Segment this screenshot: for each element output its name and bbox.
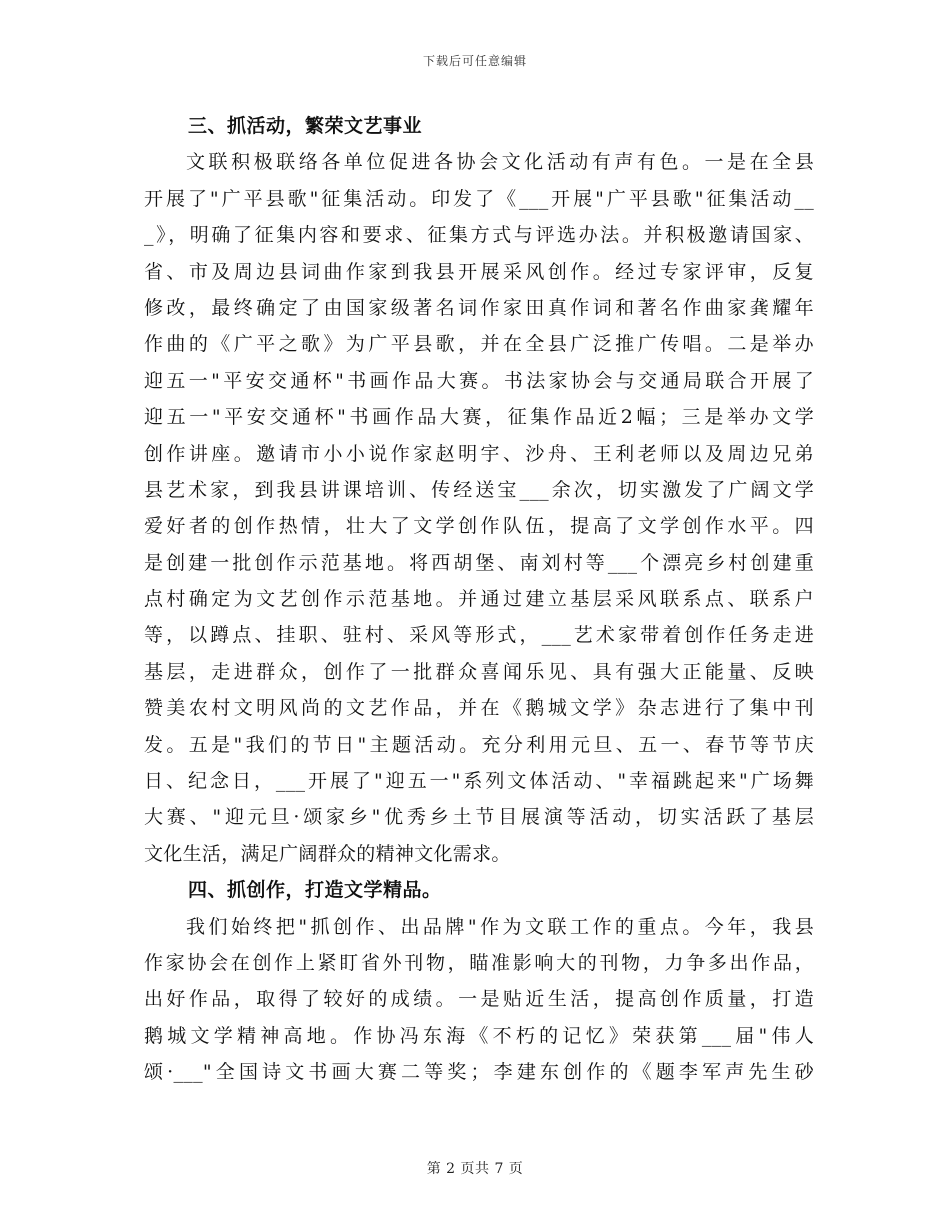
text-line: 县艺术家，到我县讲课培训、传经送宝___余次，切实激发了广阔文学 [144, 478, 814, 501]
text-line: 点村确定为文艺创作示范基地。并通过建立基层采风联系点、联系户 [144, 588, 814, 611]
text-line: 作曲的《广平之歌》为广平县歌，并在全县广泛推广传唱。二是举办 [144, 333, 814, 356]
section-heading-4: 四、抓创作，打造文学精品。 [188, 879, 442, 902]
document-body [144, 108, 814, 1091]
page-indicator: 第 2 页共 7 页 [426, 1161, 524, 1177]
text-line: 颂·___"全国诗文书画大赛二等奖；李建东创作的《题李军声先生砂 [144, 1061, 814, 1084]
text-line: 修改，最终确定了由国家级著名词作家田真作词和著名作曲家龚耀年 [144, 296, 814, 319]
text-line: 我们始终把"抓创作、出品牌"作为文联工作的重点。今年，我县 [186, 915, 814, 938]
text-line: _》，明确了征集内容和要求、征集方式与评选办法。并积极邀请国家、 [144, 224, 814, 247]
text-line: 赞美农村文明风尚的文艺作品，并在《鹅城文学》杂志进行了集中刊 [144, 697, 814, 720]
text-line: 爱好者的创作热情，壮大了文学创作队伍，提高了文学创作水平。四 [144, 515, 814, 538]
text-line: 开展了"广平县歌"征集活动。印发了《___开展"广平县歌"征集活动__ [144, 187, 814, 210]
text-line: 作家协会在创作上紧盯省外刊物，瞄准影响大的刊物，力争多出作品， [144, 951, 814, 974]
text-line: 等，以蹲点、挂职、驻村、采风等形式，___艺术家带着创作任务走进 [144, 624, 814, 647]
text-line: 是创建一批创作示范基地。将西胡堡、南刘村等___个漂亮乡村创建重 [144, 551, 814, 574]
text-line: 省、市及周边县词曲作家到我县开展采风创作。经过专家评审，反复 [144, 260, 814, 283]
text-line: 出好作品，取得了较好的成绩。一是贴近生活，提高创作质量，打造 [144, 988, 814, 1011]
text-line: 创作讲座。邀请市小小说作家赵明宇、沙舟、王利老师以及周边兄弟 [144, 442, 814, 465]
text-line: 大赛、"迎元旦·颂家乡"优秀乡土节目展演等活动，切实活跃了基层 [144, 806, 814, 829]
section-4-paragraph [144, 909, 814, 1091]
text-line: 鹅城文学精神高地。作协冯东海《不朽的记忆》荣获第___届"伟人 [144, 1024, 814, 1047]
text-line: 基层，走进群众，创作了一批群众喜闻乐见、具有强大正能量、反映 [144, 660, 814, 683]
section-3-paragraph [144, 144, 814, 872]
section-heading-3: 三、抓活动，繁荣文艺事业 [188, 115, 423, 137]
text-line: 文联积极联络各单位促进各协会文化活动有声有色。一是在全县 [186, 151, 814, 174]
header-note: 下载后可任意编辑 [422, 54, 527, 68]
text-line: 迎五一"平安交通杯"书画作品大赛。书法家协会与交通局联合开展了 [144, 369, 814, 392]
text-line: 发。五是"我们的节日"主题活动。充分利用元旦、五一、春节等节庆 [144, 733, 814, 756]
text-line: 文化生活，满足广阔群众的精神文化需求。 [144, 842, 511, 865]
text-line: 迎五一"平安交通杯"书画作品大赛，征集作品近2幅；三是举办文学 [144, 406, 814, 429]
text-line: 日、纪念日，___开展了"迎五一"系列文体活动、"幸福跳起来"广场舞 [144, 770, 814, 793]
